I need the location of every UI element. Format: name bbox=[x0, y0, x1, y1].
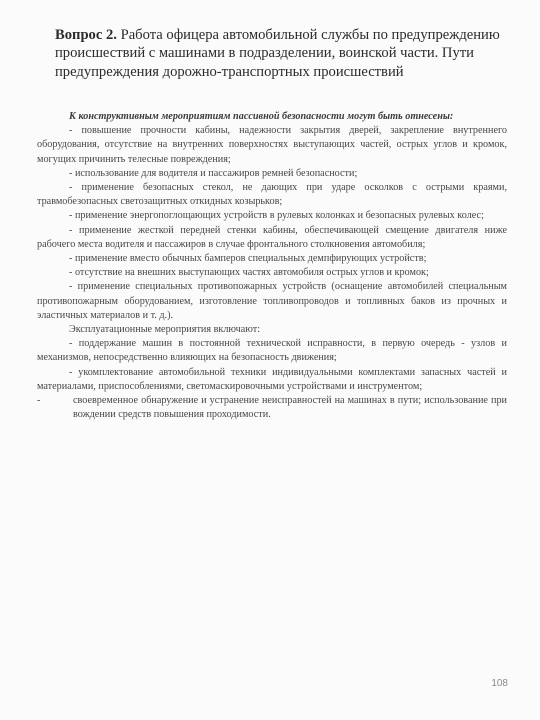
passive-safety-title: К конструктивным мероприятиям пассивной безопасности могут быть отнесены: bbox=[69, 111, 454, 122]
passive-item: - применение вместо обычных бамперов специальных демпфирующих устройств; bbox=[69, 253, 427, 265]
passive-item: - использование для водителя и пассажиров ремней безопасности; bbox=[69, 167, 358, 179]
list-dash: - bbox=[37, 395, 41, 407]
operational-item-text: своевременное обнаружение и устранение неисправностей на машинах в пути; использование при вождении средств повышения проходимости. bbox=[73, 395, 507, 421]
operational-item: - укомплектование автомобильной техники индивидуальными комплектами запасных частей и материалами, приспособлениями, светомаскировочными устройствами и инструментом; bbox=[37, 366, 507, 392]
document-body bbox=[37, 110, 507, 422]
operational-item: - поддержание машин в постоянной технической исправности, в первую очередь - узлов и механизмов, непосредственно влияющих на безопасность движения; bbox=[37, 338, 507, 364]
operational-item-last bbox=[37, 394, 507, 422]
page-number: 108 bbox=[491, 678, 508, 689]
question-text: Работа офицера автомобильной службы по предупреждению происшествий с машинами в подразделении, воинской части. Пути предупреждения дорожно-транспортных происшествий bbox=[55, 27, 500, 80]
passive-item: - применение жесткой передней стенки кабины, обеспечивающей смещение двигателя ниже рабочего места водителя и пассажиров в случае фронтального столкновения автомобиля; bbox=[37, 224, 507, 250]
passive-item: - применение энергопоглощающих устройств в рулевых колонках и безопасных рулевых колес; bbox=[69, 210, 484, 222]
passive-item: - повышение прочности кабины, надежности закрытия дверей, закрепление внутреннего оборудования, отсутствие на внутренних поверхностях выступающих частей, острых углов и кромок, могущих причинить телесные повреждения; bbox=[37, 125, 507, 165]
passive-item: - применение безопасных стекол, не дающих при ударе осколков с острыми краями, травмобезопасных светозащитных откидных козырьков; bbox=[37, 182, 507, 208]
operational-title: Эксплуатационные мероприятия включают: bbox=[69, 324, 261, 336]
passive-item: - отсутствие на внешних выступающих частях автомобиля острых углов и кромок; bbox=[69, 267, 429, 279]
question-label: Вопрос 2. bbox=[55, 27, 117, 43]
question-heading bbox=[55, 26, 515, 81]
passive-item: - применение специальных противопожарных устройств (оснащение автомобилей специальным противопожарным оборудованием, изготовление топливопроводов и топливных баков из прочных и эластичных материалов и т. д.). bbox=[37, 281, 507, 321]
